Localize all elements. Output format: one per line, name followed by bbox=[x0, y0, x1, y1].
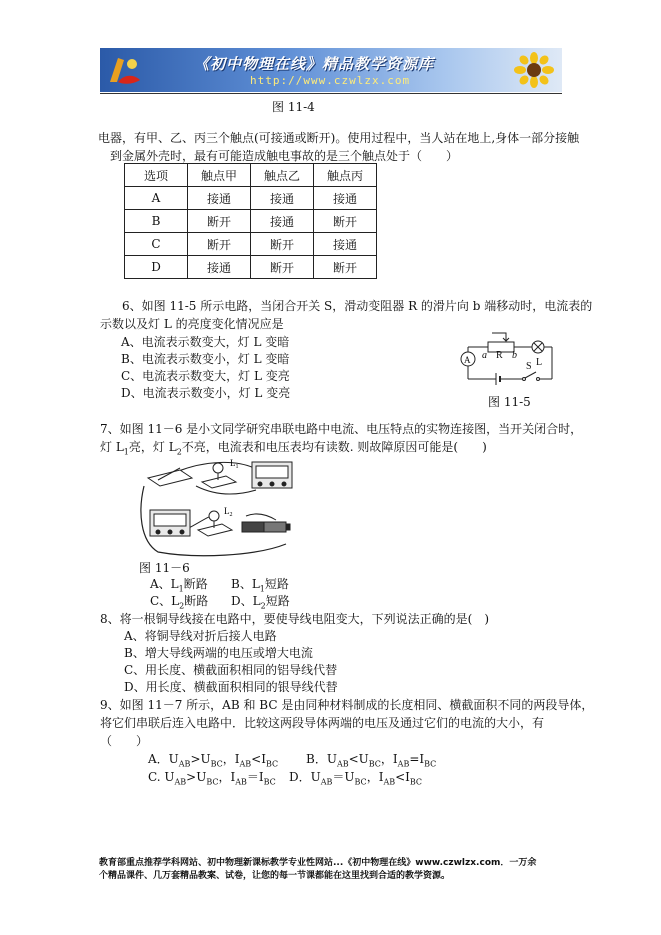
q9-option-a: A．$U_{AB}>U_{BC}$，$I_{AB}<I_{BC}$ bbox=[148, 752, 279, 769]
table-header-cell: 选项 bbox=[125, 164, 188, 187]
q9-option-b: B．$U_{AB}<U_{BC}$，$I_{AB}=I_{BC}$ bbox=[306, 752, 437, 769]
q8-line1: 8、将一根铜导线接在电路中，要使导线电阻变大，下列说法正确的是( ) bbox=[100, 612, 490, 626]
battery-pack bbox=[242, 522, 290, 532]
banner-url[interactable]: http://www.czwlzx.com bbox=[250, 74, 411, 87]
q7-line1: 7、如图 11－6 是小文同学研究串联电路中电流、电压特点的实物连接图，当开关闭合时， bbox=[100, 422, 583, 436]
sunflower-icon bbox=[514, 52, 554, 88]
q5-line2: 到金属外壳时，最有可能造成触电事故的是三个触点处于（ ） bbox=[110, 149, 459, 163]
q6-option-d: D、电流表示数变小，灯 L 变亮 bbox=[121, 386, 291, 400]
label-A: A bbox=[464, 355, 471, 365]
footer-line1: 教育部重点推荐学科网站、初中物理新课标教学专业性网站...《初中物理在线》www.czwlzx.com．一万余 bbox=[99, 858, 537, 868]
q7-line2-sub1: 1 bbox=[123, 447, 129, 457]
table-header-cell: 触点丙 bbox=[314, 164, 377, 187]
header-rule bbox=[100, 93, 562, 94]
table-cell: 接通 bbox=[314, 187, 377, 210]
q8-option-d: D、用长度、横截面积相同的银导线代替 bbox=[124, 680, 338, 694]
table-cell: 接通 bbox=[188, 187, 251, 210]
label-R: R bbox=[496, 350, 503, 361]
q5-options-table bbox=[124, 163, 377, 279]
q6-option-a: A、电流表示数变大，灯 L 变暗 bbox=[121, 335, 290, 349]
q8-option-c: C、用长度、横截面积相同的铝导线代替 bbox=[124, 663, 338, 677]
banner-title: 《初中物理在线》精品教学资源库 bbox=[194, 55, 435, 73]
table-header-cell: 触点乙 bbox=[251, 164, 314, 187]
q5-line1: 电器，有甲、乙、丙三个触点(可接通或断开)。使用过程中，当人站在地上,身体一部分接触 bbox=[98, 131, 580, 145]
table-row bbox=[125, 187, 377, 210]
table-row bbox=[125, 256, 377, 279]
table-cell: D bbox=[125, 256, 188, 279]
table-cell: 断开 bbox=[251, 256, 314, 279]
q6-option-b: B、电流表示数变小，灯 L 变暗 bbox=[121, 352, 290, 366]
label-L: L bbox=[536, 357, 543, 368]
table-cell: 断开 bbox=[251, 233, 314, 256]
table-cell: 接通 bbox=[251, 210, 314, 233]
figure-11-5-caption: 图 11-5 bbox=[488, 395, 531, 409]
figure-11-6-caption: 图 11－6 bbox=[139, 561, 190, 575]
table-cell: C bbox=[125, 233, 188, 256]
table-header-cell: 触点甲 bbox=[188, 164, 251, 187]
table-cell: 接通 bbox=[251, 187, 314, 210]
table-cell: 断开 bbox=[314, 256, 377, 279]
q9-line1: 9、如图 11－7 所示，AB 和 BC 是由同种材料制成的长度相同、横截面积不同的两段导体， bbox=[100, 698, 594, 712]
q9-option-c: C. $U_{AB}>U_{BC}$，$I_{AB}=I_{BC}$ bbox=[148, 770, 276, 787]
q7-option-c: C、$L_2$断路 bbox=[150, 594, 209, 611]
figure-11-5-circuit bbox=[456, 325, 566, 389]
switch-symbol bbox=[525, 372, 536, 378]
q6-option-c: C、电流表示数变大，灯 L 变亮 bbox=[121, 369, 290, 383]
table-cell: A bbox=[125, 187, 188, 210]
q8-option-b: B、增大导线两端的电压或增大电流 bbox=[124, 646, 313, 660]
switch-board bbox=[148, 468, 192, 486]
label-a: a bbox=[482, 350, 487, 361]
voltmeter bbox=[252, 462, 292, 488]
q8-option-a: A、将铜导线对折后接人电路 bbox=[124, 629, 277, 643]
q9-option-d: D．$U_{AB}=U_{BC}$，$I_{AB}<I_{BC}$ bbox=[289, 770, 423, 787]
label-b: b bbox=[512, 350, 517, 361]
table-cell: 接通 bbox=[314, 233, 377, 256]
label-l2: $L_2$ bbox=[224, 506, 233, 518]
table-cell: 接通 bbox=[188, 256, 251, 279]
q7-line2-part1: 灯 L bbox=[100, 440, 124, 454]
table-cell: 断开 bbox=[188, 233, 251, 256]
table-cell: 断开 bbox=[188, 210, 251, 233]
ammeter bbox=[150, 510, 190, 536]
q7-line2-part2: 亮，灯 L bbox=[128, 440, 177, 454]
q7-line2-sub2: 2 bbox=[176, 447, 182, 457]
table-cell: 断开 bbox=[314, 210, 377, 233]
q6-line2: 示数以及灯 L 的亮度变化情况应是 bbox=[100, 317, 284, 331]
q6-line1: 6、如图 11-5 所示电路，当闭合开关 S，滑动变阻器 R 的滑片向 b 端移动时，电流表的 bbox=[122, 299, 593, 313]
logo-icon bbox=[104, 52, 144, 88]
q7-option-a: A、$L_1$断路 bbox=[150, 577, 208, 594]
figure-11-6-apparatus bbox=[136, 456, 300, 560]
q9-line3: （ ） bbox=[100, 734, 149, 748]
table-row bbox=[125, 210, 377, 233]
header-banner bbox=[100, 48, 562, 92]
q7-line2-part3: 不亮，电流表和电压表均有读数. 则故障原因可能是( ) bbox=[181, 440, 487, 454]
table-cell: B bbox=[125, 210, 188, 233]
q7-option-d: D、$L_2$短路 bbox=[231, 594, 290, 611]
label-S: S bbox=[526, 361, 532, 372]
figure-11-4-caption: 图 11-4 bbox=[272, 100, 315, 114]
footer-line2: 个精品课件、几万套精品教案、试卷，让您的每一节课都能在这里找到合适的教学资源。 bbox=[99, 871, 451, 881]
q7-option-b: B、$L_1$短路 bbox=[231, 577, 289, 594]
label-l1: $L_1$ bbox=[230, 458, 239, 470]
table-header-row bbox=[125, 164, 377, 187]
table-row bbox=[125, 233, 377, 256]
q9-line2: 将它们串联后连入电路中．比较这两段导体两端的电压及通过它们的电流的大小，有 bbox=[100, 716, 545, 730]
